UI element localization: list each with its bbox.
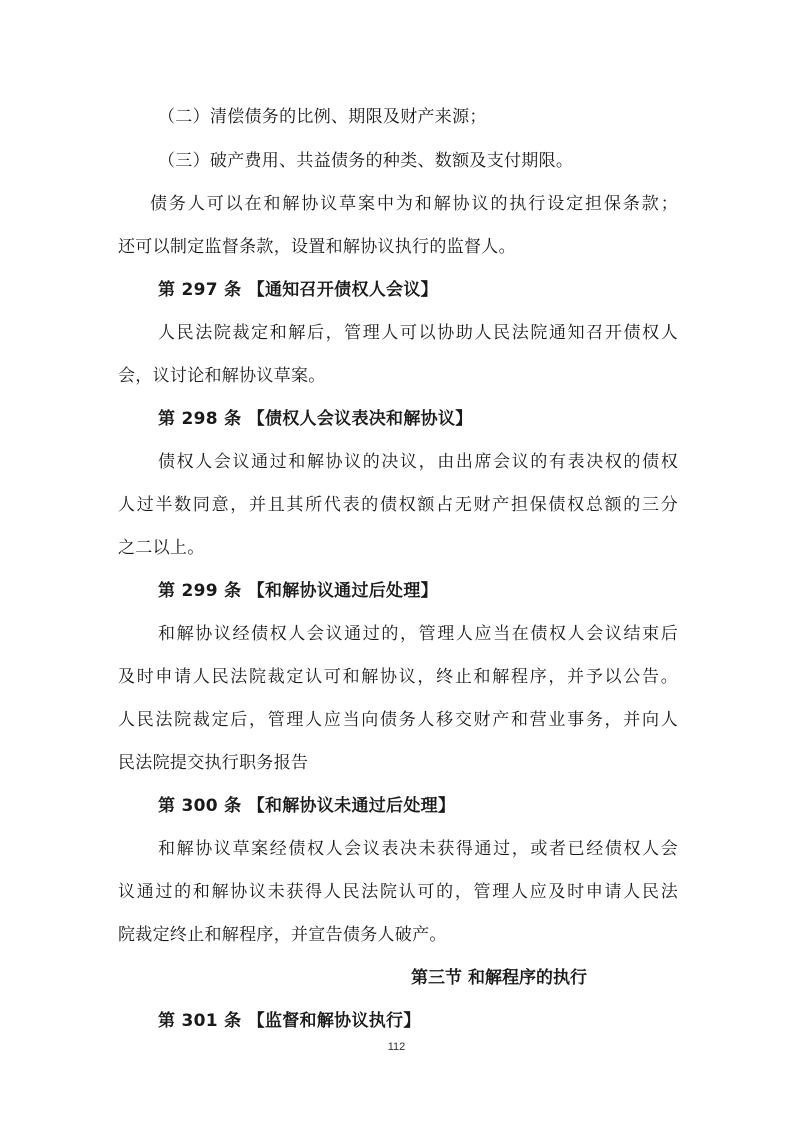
- page-number: 112: [387, 1041, 406, 1053]
- paragraph-line: 人民法院裁定和解后，管理人可以协助人民法院通知召开债权人: [158, 323, 678, 343]
- paragraph-line: 人过半数同意，并且其所代表的债权额占无财产担保债权总额的三分: [118, 495, 678, 515]
- paragraph-line: 和解协议经债权人会议通过的，管理人应当在债权人会议结束后: [158, 624, 678, 644]
- section-heading: 第三节 和解程序的执行: [411, 968, 587, 988]
- paragraph-line: 议通过的和解协议未获得人民法院认可的，管理人应及时申请人民法: [118, 882, 678, 902]
- paragraph-line: 院裁定终止和解程序，并宣告债务人破产。: [118, 925, 447, 945]
- paragraph-line: （二）清偿债务的比例、期限及财产来源；: [158, 107, 487, 127]
- article-301-heading: 第 301 条 【监督和解协议执行】: [158, 1011, 421, 1031]
- paragraph-line: 还可以制定监督条款，设置和解协议执行的监督人。: [118, 237, 516, 257]
- paragraph-line: （三）破产费用、共益债务的种类、数额及支付期限。: [158, 151, 574, 171]
- article-297-heading: 第 297 条 【通知召开债权人会议】: [158, 280, 438, 300]
- paragraph-line: 及时申请人民法院裁定认可和解协议，终止和解程序，并予以公告。: [118, 667, 678, 687]
- paragraph-line: 人民法院裁定后，管理人应当向债务人移交财产和营业事务，并向人: [118, 710, 678, 730]
- paragraph-line: 和解协议草案经债权人会议表决未获得通过，或者已经债权人会: [158, 839, 678, 859]
- article-299-heading: 第 299 条 【和解协议通过后处理】: [158, 581, 438, 601]
- article-300-heading: 第 300 条 【和解协议未通过后处理】: [158, 796, 456, 816]
- paragraph-line: 会，议讨论和解协议草案。: [118, 366, 326, 386]
- paragraph-line: 债务人可以在和解协议草案中为和解协议的执行设定担保条款；: [150, 194, 678, 214]
- paragraph-line: 民法院提交执行职务报告: [118, 753, 309, 773]
- paragraph-line: 之二以上。: [118, 538, 205, 558]
- paragraph-line: 债权人会议通过和解协议的决议，由出席会议的有表决权的债权: [158, 452, 678, 472]
- article-298-heading: 第 298 条 【债权人会议表决和解协议】: [158, 409, 473, 429]
